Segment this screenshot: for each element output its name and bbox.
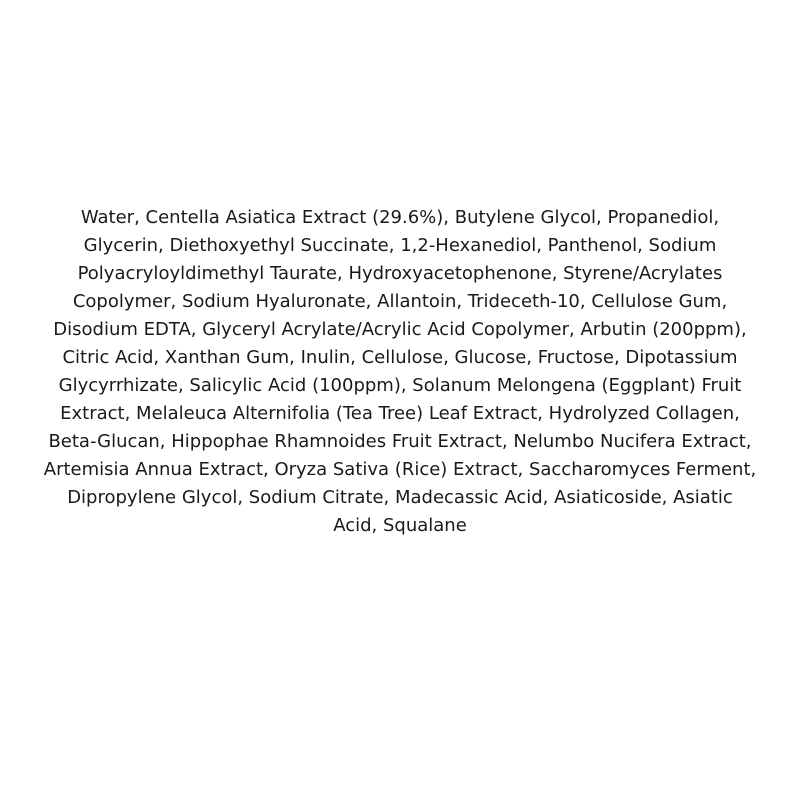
ingredient-line: Dipropylene Glycol, Sodium Citrate, Madecassic Acid, Asiaticoside, Asiatic [67,487,733,508]
ingredient-line: Artemisia Annua Extract, Oryza Sativa (Rice) Extract, Saccharomyces Ferment, [43,459,757,480]
ingredient-line: Water, Centella Asiatica Extract (29.6%), Butylene Glycol, Propanediol, [80,207,720,228]
ingredient-line: Disodium EDTA, Glyceryl Acrylate/Acrylic Acid Copolymer, Arbutin (200ppm), [53,319,747,340]
ingredient-line: Acid, Squalane [333,515,467,536]
ingredient-line: Copolymer, Sodium Hyaluronate, Allantoin, Trideceth-10, Cellulose Gum, [72,291,728,312]
ingredient-line: Citric Acid, Xanthan Gum, Inulin, Cellulose, Glucose, Fructose, Dipotassium [62,347,738,368]
ingredient-list [40,204,760,540]
ingredient-line: Extract, Melaleuca Alternifolia (Tea Tree) Leaf Extract, Hydrolyzed Collagen, [60,403,740,424]
ingredient-line: Glycyrrhizate, Salicylic Acid (100ppm), Solanum Melongena (Eggplant) Fruit [58,375,742,396]
ingredient-line: Glycerin, Diethoxyethyl Succinate, 1,2-Hexanediol, Panthenol, Sodium [83,235,717,256]
ingredient-line: Polyacryloyldimethyl Taurate, Hydroxyacetophenone, Styrene/Acrylates [77,263,723,284]
ingredient-line: Beta-Glucan, Hippophae Rhamnoides Fruit Extract, Nelumbo Nucifera Extract, [48,431,752,452]
